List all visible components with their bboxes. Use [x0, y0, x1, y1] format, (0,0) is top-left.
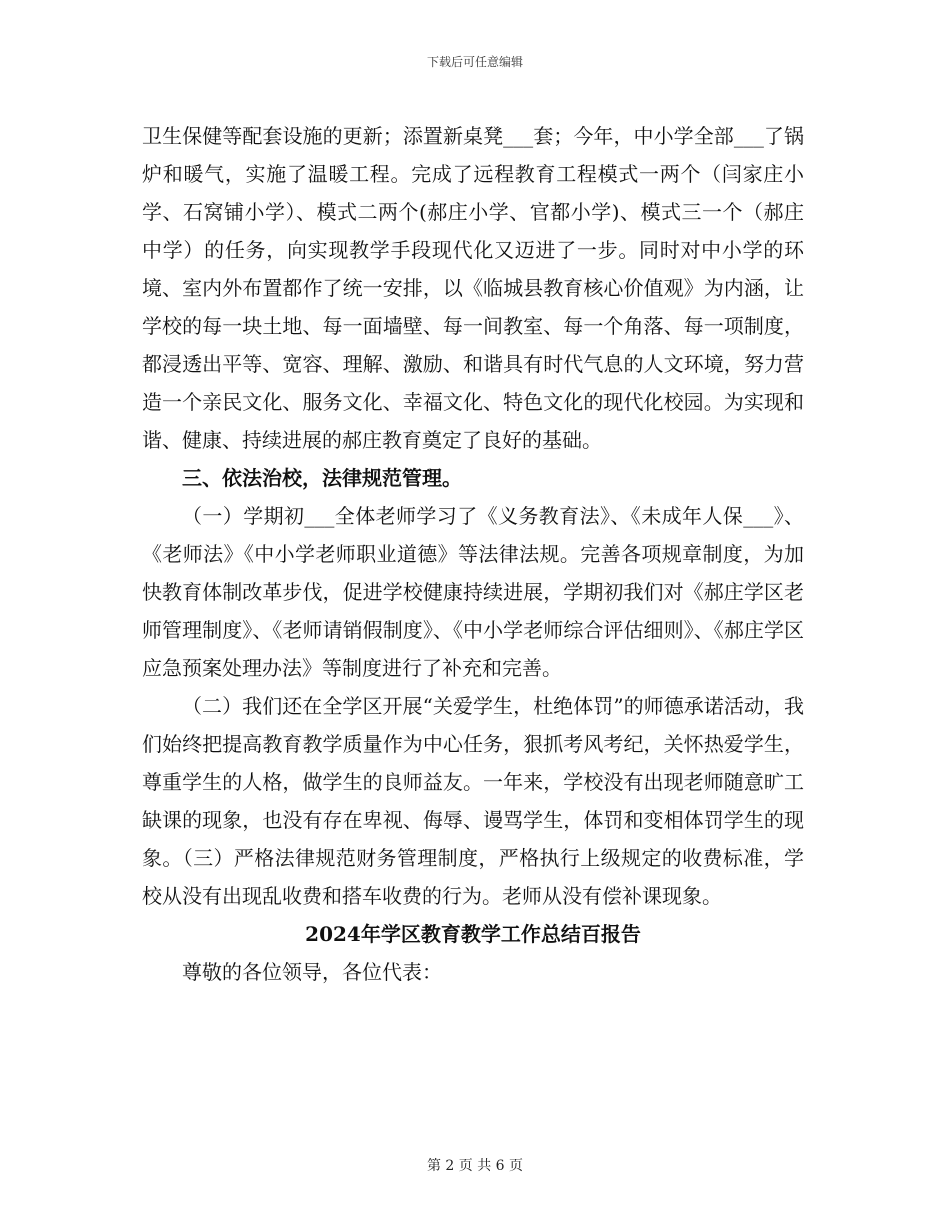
page-header: 下载后可任意编辑: [426, 55, 523, 69]
page-footer: 第 2 页 共 6 页: [426, 1158, 524, 1174]
section-heading-3: 三、依法治校，法律规范管理。: [182, 466, 462, 490]
greeting: 尊敬的各位领导，各位代表：: [182, 960, 442, 984]
paragraph-ethics: （二）我们还在全学区开展“关爱学生，杜绝体罚”的师德承诺活动，我们始终把提高教育教学质量作为中心任务，狠抓考风考纪，关怀热爱学生，尊重学生的人格，做学生的良师益友。一年来，学校没有出现老师随意旷工缺课的现象，也没有存在卑视、侮辱、谩骂学生，体罚和变相体罚学生的现象。（三）严格法律规范财务管理制度，严格执行上级规定的收费标准，学校从没有出现乱收费和搭车收费的行为。老师从没有偿补课现象。: [142, 694, 804, 908]
document-body: [142, 117, 804, 991]
paragraph-law-study: （一）学期初___全体老师学习了《义务教育法》、《未成年人保___》、《老师法》《中小学老师职业道德》等法律法规。完善各项规章制度，为加快教育体制改革步伐，促进学校健康持续进展，学期初我们对《郝庄学区老师管理制度》、《老师请销假制度》、《中小学老师综合评估细则》、《郝庄学区应急预案处理办法》等制度进行了补充和完善。: [142, 504, 804, 680]
paragraph-facilities: 卫生保健等配套设施的更新；添置新桌凳___套；今年，中小学全部___了锅炉和暖气，实施了温暖工程。完成了远程教育工程模式一两个（闫家庄小学、石窝铺小学）、模式二两个(郝庄小学、官都小学)、模式三一个（郝庄中学）的任务，向实现教学手段现代化又迈进了一步。同时对中小学的环境、室内外布置都作了统一安排，以《临城县教育核心价值观》为内涵，让学校的每一块土地、每一面墙壁、每一间教室、每一个角落、每一项制度，都浸透出平等、宽容、理解、激励、和谐具有时代气息的人文环境，努力营造一个亲民文化、服务文化、幸福文化、特色文化的现代化校园。为实现和谐、健康、持续进展的郝庄教育奠定了良好的基础。: [142, 124, 804, 452]
report-title: 2024年学区教育教学工作总结百报告: [305, 922, 641, 946]
